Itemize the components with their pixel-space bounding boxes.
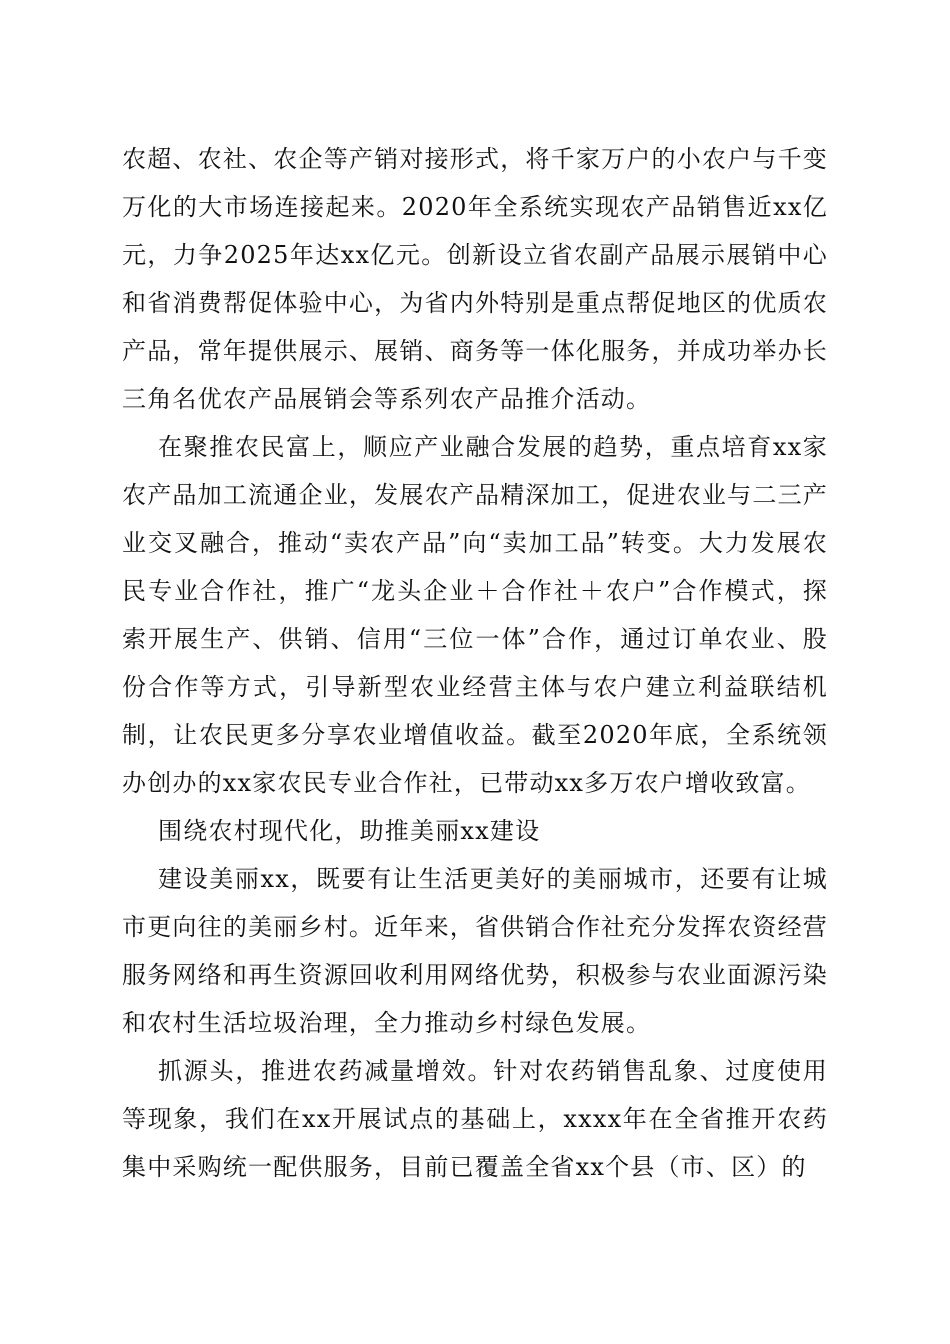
document-body <box>122 135 828 1191</box>
paragraph-pesticide-reduction: 抓源头，推进农药减量增效。针对农药销售乱象、过度使用等现象，我们在xx开展试点的基础上，xxxx年在全省推开农药集中采购统一配供服务，目前已覆盖全省xx个县（市、区）的 <box>122 1057 828 1181</box>
paragraph-sales-channels: 农超、农社、农企等产销对接形式，将千家万户的小农户与千变万化的大市场连接起来。2020年全系统实现农产品销售近xx亿元，力争2025年达xx亿元。创新设立省农副产品展示展销中心和省消费帮促体验中心，为省内外特别是重点帮促地区的优质农产品，常年提供展示、展销、商务等一体化服务，并成功举办长三角名优农产品展销会等系列农产品推介活动。 <box>122 145 828 413</box>
section-heading-rural-modernization: 围绕农村现代化，助推美丽xx建设 <box>158 817 541 845</box>
paragraph-beautiful-countryside: 建设美丽xx，既要有让生活更美好的美丽城市，还要有让城市更向往的美丽乡村。近年来，省供销合作社充分发挥农资经营服务网络和再生资源回收利用网络优势，积极参与农业面源污染和农村生活垃圾治理，全力推动乡村绿色发展。 <box>122 865 828 1037</box>
paragraph-farmer-income: 在聚推农民富上，顺应产业融合发展的趋势，重点培育xx家农产品加工流通企业，发展农产品精深加工，促进农业与二三产业交叉融合，推动“卖农产品”向“卖加工品”转变。大力发展农民专业合作社，推广“龙头企业＋合作社＋农户”合作模式，探索开展生产、供销、信用“三位一体”合作，通过订单农业、股份合作等方式，引导新型农业经营主体与农户建立利益联结机制，让农民更多分享农业增值收益。截至2020年底，全系统领办创办的xx家农民专业合作社，已带动xx多万农户增收致富。 <box>122 433 828 797</box>
